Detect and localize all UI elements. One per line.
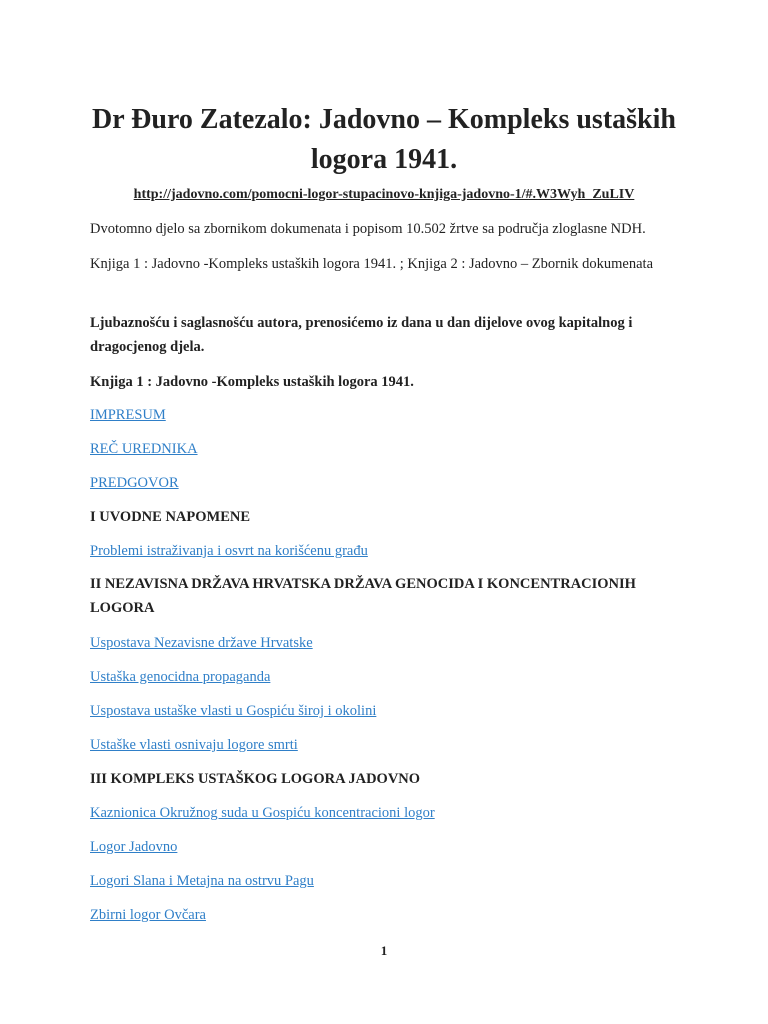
volumes-text: Knjiga 1 : Jadovno -Kompleks ustaških logora 1941. ; Knjiga 2 : Jadovno – Zbornik dokumenata [90, 256, 654, 272]
section-1-link[interactable]: Problemi istraživanja i osvrt na korišćenu građu [90, 543, 368, 559]
permission-note: Ljubaznošću i saglasnošću autora, prenosićemo iz dana u dan dijelove ovog kapitalnog i dragocjenog djela. [90, 315, 633, 355]
section-2-link-1[interactable]: Uspostava Nezavisne države Hrvatske [90, 635, 313, 651]
predgovor-link[interactable]: PREDGOVOR [90, 475, 179, 491]
section-3-link-4[interactable]: Zbirni logor Ovčara [90, 907, 206, 923]
section-3-link-1[interactable]: Kaznionica Okružnog suda u Gospiću koncentracioni logor [90, 805, 435, 821]
book-heading: Knjiga 1 : Jadovno -Kompleks ustaških logora 1941. [90, 374, 414, 390]
intro-text: Dvotomno djelo sa zbornikom dokumenata i popisom 10.502 žrtve sa područja zloglasne NDH. [90, 221, 646, 237]
section-1-heading: I UVODNE NAPOMENE [90, 509, 251, 525]
section-2-link-2[interactable]: Ustaška genocidna propaganda [90, 669, 271, 685]
impresum-link[interactable]: IMPRESUM [90, 407, 166, 423]
section-3-link-2[interactable]: Logor Jadovno [90, 839, 178, 855]
section-3-heading: III KOMPLEKS USTAŠKOG LOGORA JADOVNO [90, 771, 421, 787]
document-title: Dr Đuro Zatezalo: Jadovno – Kompleks ustaških logora 1941. [92, 104, 676, 175]
section-2-heading: II NEZAVISNA DRŽAVA HRVATSKA DRŽAVA GENOCIDA I KONCENTRACIONIH LOGORA [90, 576, 636, 616]
page-number: 1 [380, 943, 388, 958]
rec-urednika-link[interactable]: REČ UREDNIKA [90, 441, 198, 457]
section-2-link-3[interactable]: Uspostava ustaške vlasti u Gospiću široj i okolini [90, 703, 377, 719]
section-3-link-3[interactable]: Logori Slana i Metajna na ostrvu Pagu [90, 873, 314, 889]
source-url-link[interactable]: http://jadovno.com/pomocni-logor-stupacinovo-knjiga-jadovno-1/#.W3Wyh_ZuLIV [133, 187, 635, 202]
section-2-link-4[interactable]: Ustaške vlasti osnivaju logore smrti [90, 737, 298, 753]
